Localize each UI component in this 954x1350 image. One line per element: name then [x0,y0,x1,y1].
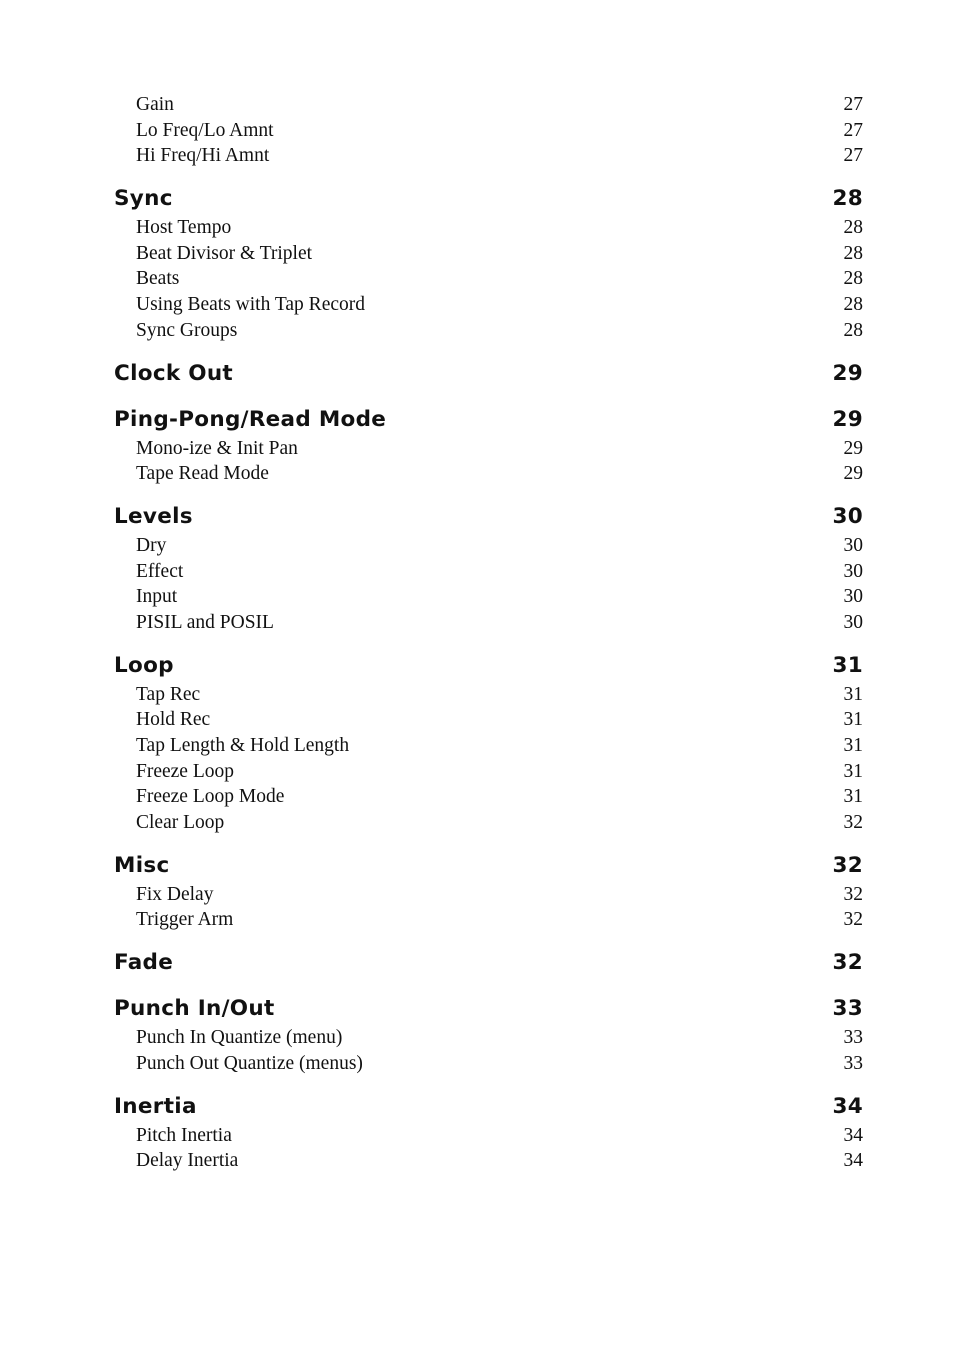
section-spacer [114,169,863,183]
page-number: 31 [843,760,863,782]
section-spacer [114,390,863,404]
entry-label: Mono-ize & Init Pan [136,437,298,459]
page-number: 29 [832,360,863,386]
toc-entry-hi-freq-hi-amnt[interactable] [114,143,863,169]
toc-entry-freeze-loop[interactable] [114,759,863,785]
section-title: Inertia [114,1093,197,1119]
section-title: Punch In/Out [114,996,275,1022]
page-number: 30 [843,611,863,633]
page-number: 30 [843,586,863,608]
page-number: 34 [843,1150,863,1172]
toc-section-ping-pong-read-mode[interactable] [114,404,863,436]
toc-entry-pisil-and-posil[interactable] [114,610,863,636]
toc-entry-lo-freq-lo-amnt[interactable] [114,118,863,144]
entry-label: Using Beats with Tap Record [136,294,365,316]
entry-label: Tape Read Mode [136,463,269,485]
section-title: Sync [114,186,173,212]
page-number: 34 [832,1093,863,1119]
page-number: 28 [843,242,863,264]
toc-entry-punch-in-quantize-menu[interactable] [114,1025,863,1051]
entry-label: Freeze Loop [136,760,234,782]
entry-label: Trigger Arm [136,909,234,931]
toc-entry-delay-inertia[interactable] [114,1148,863,1174]
section-title: Ping-Pong/Read Mode [114,406,387,432]
toc-entry-punch-out-quantize-menus[interactable] [114,1051,863,1077]
entry-label: Tap Length & Hold Length [136,735,350,756]
section-spacer [114,979,863,993]
entry-label: Punch In Quantize (menu) [136,1027,343,1049]
page-number: 28 [843,319,863,341]
page-number: 31 [843,709,863,731]
page-number: 28 [843,268,863,290]
entry-label: Clear Loop [136,812,225,834]
entry-label: Input [136,586,178,608]
section-spacer [114,487,863,501]
page-number: 31 [843,735,863,756]
toc-entry-sync-groups[interactable] [114,318,863,344]
toc-entry-fix-delay[interactable] [114,882,863,908]
page-number: 27 [843,119,863,141]
entry-label: Punch Out Quantize (menus) [136,1052,363,1074]
page-number: 27 [843,145,863,167]
toc-entry-input[interactable] [114,584,863,610]
entry-label: PISIL and POSIL [136,611,274,633]
page-number: 29 [843,463,863,485]
section-title: Fade [114,950,174,976]
section-spacer [114,1077,863,1091]
page-number: 32 [843,909,863,931]
page-number: 33 [843,1027,863,1049]
entry-label: Dry [136,534,167,556]
page-number: 29 [832,406,863,432]
toc-entry-effect[interactable] [114,559,863,585]
toc-entry-hold-rec[interactable] [114,707,863,733]
page-number: 27 [843,94,863,115]
toc-section-punch-in-out[interactable] [114,993,863,1025]
section-title: Clock Out [114,360,234,386]
toc-entry-freeze-loop-mode[interactable] [114,784,863,810]
entry-label: Beat Divisor & Triplet [136,242,313,264]
page-number: 28 [832,186,863,212]
entry-label: Host Tempo [136,217,232,239]
page-number: 28 [843,217,863,239]
section-title: Misc [114,852,170,878]
entry-label: Sync Groups [136,319,238,341]
section-spacer [114,933,863,947]
entry-label: Beats [136,268,180,290]
page-number: 34 [843,1124,863,1146]
section-spacer [114,836,863,850]
entry-label: Fix Delay [136,883,214,905]
page-number: 31 [832,652,863,678]
page-number: 30 [843,534,863,556]
toc-entry-clear-loop[interactable] [114,810,863,836]
entry-label: Gain [136,94,174,115]
toc-section-levels[interactable] [114,501,863,533]
toc-entry-tape-read-mode[interactable] [114,461,863,487]
entry-label: Hi Freq/Hi Amnt [136,145,270,167]
table-of-contents [114,92,863,1174]
entry-label: Pitch Inertia [136,1124,232,1146]
page-number: 30 [832,503,863,529]
entry-label: Delay Inertia [136,1150,239,1172]
page-number: 31 [843,683,863,705]
entry-label: Tap Rec [136,683,201,705]
toc-section-inertia[interactable] [114,1091,863,1123]
toc-entry-host-tempo[interactable] [114,215,863,241]
toc-section-loop[interactable] [114,650,863,682]
page-number: 31 [843,786,863,808]
page-number: 28 [843,294,863,316]
page-number: 33 [843,1052,863,1074]
entry-label: Hold Rec [136,709,211,731]
page-number: 32 [843,812,863,834]
toc-section-misc[interactable] [114,850,863,882]
section-title: Levels [114,503,193,529]
toc-entry-mono-ize-init-pan[interactable] [114,436,863,462]
page-number: 32 [832,852,863,878]
section-title: Loop [114,652,174,678]
page-number: 32 [843,883,863,905]
toc-section-clock-out[interactable] [114,358,863,390]
page-number: 29 [843,437,863,459]
page-number: 30 [843,560,863,582]
toc-entry-tap-rec[interactable] [114,682,863,708]
toc-entry-beat-divisor-triplet[interactable] [114,241,863,267]
toc-entry-gain[interactable] [114,92,863,118]
entry-label: Effect [136,560,184,582]
toc-section-sync[interactable] [114,183,863,215]
toc-entry-using-beats-with-tap-record[interactable] [114,292,863,318]
toc-entry-beats[interactable] [114,266,863,292]
toc-entry-dry[interactable] [114,533,863,559]
toc-entry-tap-length-hold-length[interactable] [114,733,863,759]
toc-entry-trigger-arm[interactable] [114,907,863,933]
entry-label: Lo Freq/Lo Amnt [136,119,274,141]
entry-label: Freeze Loop Mode [136,786,285,808]
page-number: 32 [832,950,863,976]
toc-section-fade[interactable] [114,947,863,979]
page-number: 33 [832,996,863,1022]
section-spacer [114,344,863,358]
section-spacer [114,636,863,650]
toc-entry-pitch-inertia[interactable] [114,1123,863,1149]
